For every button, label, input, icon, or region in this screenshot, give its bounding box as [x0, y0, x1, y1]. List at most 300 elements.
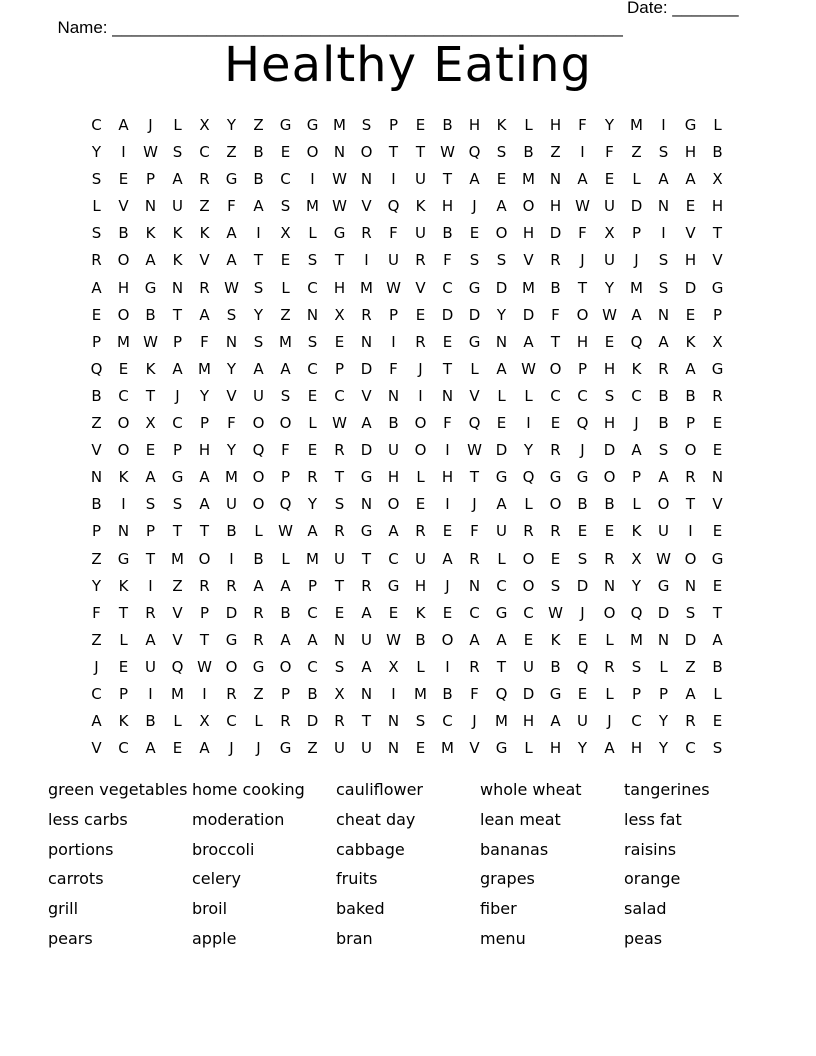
grid-letter: Q: [468, 414, 481, 433]
word-list-item: grapes: [480, 869, 535, 889]
grid-letter: Y: [307, 495, 318, 514]
grid-letter: K: [631, 359, 642, 378]
grid-letter: A: [145, 468, 156, 487]
grid-row: [83, 465, 731, 492]
grid-letter: S: [685, 603, 696, 622]
grid-letter: H: [522, 224, 535, 243]
grid-letter: B: [577, 495, 588, 514]
grid-letter: R: [415, 332, 426, 351]
grid-letter: S: [172, 495, 183, 514]
grid-letter: I: [526, 414, 531, 433]
grid-letter: E: [280, 143, 291, 162]
grid-letter: S: [496, 143, 507, 162]
grid-letter: A: [631, 305, 642, 324]
grid-letter: A: [712, 630, 723, 649]
grid-letter: G: [684, 116, 697, 134]
grid-letter: C: [523, 603, 534, 622]
grid-letter: G: [171, 468, 184, 487]
grid-letter: R: [469, 657, 480, 676]
grid-letter: G: [468, 278, 481, 297]
grid-letter: F: [551, 305, 560, 324]
grid-letter: N: [684, 576, 697, 595]
grid-letter: H: [684, 251, 697, 270]
grid-letter: L: [605, 630, 614, 649]
grid-letter: W: [467, 441, 482, 460]
grid-letter: M: [171, 549, 184, 568]
grid-letter: I: [661, 116, 666, 134]
grid-letter: Y: [577, 739, 588, 758]
grid-letter: R: [307, 468, 318, 487]
grid-letter: O: [522, 549, 535, 568]
grid-letter: N: [387, 739, 400, 758]
grid-letter: U: [253, 386, 264, 405]
grid-row: [83, 601, 731, 628]
grid-letter: P: [199, 414, 210, 433]
grid-letter: Q: [576, 657, 589, 676]
grid-letter: B: [253, 170, 264, 189]
grid-letter: L: [470, 359, 479, 378]
grid-letter: K: [199, 224, 210, 243]
grid-letter: P: [388, 305, 399, 324]
grid-letter: C: [172, 414, 183, 433]
grid-letter: W: [656, 549, 671, 568]
grid-letter: S: [280, 197, 291, 216]
grid-letter: U: [388, 441, 399, 460]
grid-letter: R: [685, 468, 696, 487]
grid-letter: F: [389, 224, 398, 243]
grid-letter: R: [550, 522, 561, 541]
grid-letter: S: [280, 386, 291, 405]
grid-letter: Y: [496, 305, 507, 324]
grid-letter: R: [145, 603, 156, 622]
grid-letter: E: [712, 414, 723, 433]
grid-letter: G: [711, 278, 724, 297]
grid-letter: L: [119, 630, 128, 649]
word-list-item: fruits: [336, 869, 378, 889]
grid-letter: A: [91, 278, 102, 297]
grid-letter: A: [469, 630, 480, 649]
grid-letter: R: [226, 684, 237, 703]
grid-letter: R: [226, 576, 237, 595]
grid-letter: J: [229, 739, 234, 758]
grid-letter: A: [199, 495, 210, 514]
grid-letter: S: [658, 251, 669, 270]
grid-letter: B: [226, 522, 237, 541]
grid-letter: H: [414, 576, 427, 595]
grid-letter: R: [604, 657, 615, 676]
grid-letter: E: [712, 576, 723, 595]
grid-letter: W: [548, 603, 563, 622]
grid-letter: N: [144, 197, 157, 216]
grid-letter: E: [388, 603, 399, 622]
grid-letter: E: [496, 170, 507, 189]
grid-letter: P: [685, 414, 696, 433]
grid-letter: Q: [279, 495, 292, 514]
grid-letter: N: [549, 170, 562, 189]
grid-letter: I: [580, 143, 585, 162]
grid-letter: A: [145, 251, 156, 270]
grid-letter: B: [658, 386, 669, 405]
grid-row: [83, 438, 731, 465]
grid-letter: A: [280, 630, 291, 649]
grid-letter: L: [524, 495, 533, 514]
grid-letter: I: [445, 657, 450, 676]
grid-letter: I: [688, 522, 693, 541]
grid-letter: X: [199, 116, 210, 134]
grid-letter: F: [578, 224, 587, 243]
grid-letter: T: [685, 495, 696, 514]
grid-letter: A: [199, 468, 210, 487]
grid-letter: V: [172, 603, 183, 622]
grid-letter: L: [254, 712, 263, 731]
grid-letter: E: [118, 359, 129, 378]
grid-letter: R: [685, 712, 696, 731]
grid-letter: V: [361, 386, 372, 405]
grid-letter: T: [388, 143, 399, 162]
grid-letter: A: [118, 116, 129, 134]
grid-letter: A: [685, 170, 696, 189]
grid-letter: A: [145, 739, 156, 758]
grid-row: [83, 709, 731, 736]
grid-letter: E: [145, 441, 156, 460]
grid-letter: Q: [387, 197, 400, 216]
grid-letter: B: [685, 386, 696, 405]
grid-letter: B: [550, 278, 561, 297]
grid-letter: G: [549, 684, 562, 703]
grid-letter: H: [441, 468, 454, 487]
grid-letter: X: [712, 170, 723, 189]
grid-letter: K: [415, 603, 426, 622]
grid-letter: I: [391, 332, 396, 351]
grid-letter: P: [91, 332, 102, 351]
grid-letter: R: [253, 630, 264, 649]
grid-letter: R: [361, 305, 372, 324]
grid-letter: T: [550, 332, 561, 351]
grid-letter: C: [631, 712, 642, 731]
grid-letter: C: [442, 278, 453, 297]
grid-letter: C: [91, 684, 102, 703]
grid-letter: E: [604, 332, 615, 351]
grid-letter: S: [172, 143, 183, 162]
word-list-item: bananas: [480, 839, 549, 859]
grid-letter: A: [658, 332, 669, 351]
grid-letter: R: [280, 712, 291, 731]
grid-letter: J: [580, 441, 585, 460]
grid-letter: L: [281, 549, 290, 568]
grid-letter: Y: [631, 576, 642, 595]
grid-letter: U: [334, 739, 345, 758]
word-list-item: fiber: [480, 899, 517, 919]
grid-letter: S: [712, 739, 723, 758]
grid-letter: J: [418, 359, 423, 378]
grid-letter: I: [202, 684, 207, 703]
grid-letter: B: [91, 495, 102, 514]
grid-letter: F: [443, 251, 452, 270]
grid-letter: V: [91, 441, 102, 460]
grid-letter: T: [145, 549, 156, 568]
word-list-item: carrots: [48, 869, 104, 889]
grid-letter: S: [91, 170, 102, 189]
grid-letter: S: [253, 332, 264, 351]
grid-letter: G: [144, 278, 157, 297]
grid-letter: L: [254, 522, 263, 541]
grid-letter: V: [712, 495, 723, 514]
grid-letter: N: [657, 630, 670, 649]
grid-letter: R: [361, 224, 372, 243]
grid-letter: L: [632, 170, 641, 189]
grid-letter: N: [360, 495, 373, 514]
grid-letter: L: [497, 549, 506, 568]
grid-letter: J: [472, 197, 477, 216]
grid-letter: B: [442, 116, 453, 134]
grid-letter: B: [307, 684, 318, 703]
grid-letter: P: [199, 603, 210, 622]
grid-letter: E: [334, 603, 345, 622]
grid-letter: M: [522, 170, 535, 189]
grid-letter: M: [630, 630, 643, 649]
grid-letter: S: [361, 116, 372, 134]
grid-letter: I: [121, 143, 126, 162]
grid-letter: J: [175, 386, 180, 405]
grid-letter: A: [280, 576, 291, 595]
grid-letter: L: [713, 116, 722, 134]
grid-letter: T: [334, 576, 345, 595]
grid-letter: S: [604, 386, 615, 405]
grid-letter: T: [199, 630, 210, 649]
grid-letter: Q: [252, 441, 265, 460]
grid-letter: D: [495, 441, 508, 460]
grid-letter: M: [306, 197, 319, 216]
grid-letter: U: [361, 739, 372, 758]
grid-letter: H: [468, 116, 481, 134]
grid-letter: G: [360, 522, 373, 541]
grid-letter: S: [226, 305, 237, 324]
grid-letter: X: [712, 332, 723, 351]
grid-letter: L: [308, 224, 317, 243]
grid-letter: N: [225, 332, 238, 351]
grid-letter: B: [253, 549, 264, 568]
grid-letter: M: [522, 278, 535, 297]
grid-letter: X: [334, 684, 345, 703]
grid-letter: S: [550, 576, 561, 595]
grid-letter: C: [226, 712, 237, 731]
grid-letter: X: [199, 712, 210, 731]
grid-letter: V: [712, 251, 723, 270]
grid-letter: E: [577, 522, 588, 541]
grid-letter: S: [415, 712, 426, 731]
grid-letter: W: [224, 278, 239, 297]
grid-letter: C: [118, 386, 129, 405]
grid-row: [83, 547, 731, 574]
grid-letter: S: [307, 251, 318, 270]
grid-letter: A: [469, 170, 480, 189]
grid-letter: S: [658, 278, 669, 297]
grid-letter: R: [712, 386, 723, 405]
grid-letter: U: [415, 549, 426, 568]
grid-letter: R: [550, 441, 561, 460]
grid-letter: B: [280, 603, 291, 622]
grid-letter: O: [441, 630, 454, 649]
grid-letter: H: [198, 441, 211, 460]
grid-letter: I: [121, 495, 126, 514]
grid-row: [83, 492, 731, 519]
grid-letter: N: [711, 468, 724, 487]
grid-letter: Z: [172, 576, 183, 595]
grid-letter: D: [360, 441, 373, 460]
grid-letter: P: [118, 684, 129, 703]
grid-letter: G: [468, 332, 481, 351]
grid-letter: H: [117, 278, 130, 297]
grid-letter: H: [333, 278, 346, 297]
grid-letter: X: [631, 549, 642, 568]
grid-letter: R: [658, 359, 669, 378]
grid-letter: B: [415, 630, 426, 649]
grid-letter: H: [684, 143, 697, 162]
grid-letter: G: [225, 170, 238, 189]
grid-letter: P: [334, 359, 345, 378]
word-list-item: grill: [48, 899, 79, 919]
grid-letter: W: [386, 278, 401, 297]
grid-letter: K: [118, 712, 129, 731]
grid-letter: M: [414, 684, 427, 703]
grid-letter: Z: [307, 739, 318, 758]
grid-letter: B: [442, 224, 453, 243]
grid-letter: I: [418, 386, 423, 405]
grid-letter: P: [172, 441, 183, 460]
grid-row: [83, 384, 731, 411]
word-list-item: celery: [192, 869, 241, 889]
grid-letter: A: [550, 712, 561, 731]
grid-letter: E: [172, 739, 183, 758]
grid-letter: Y: [658, 712, 669, 731]
grid-letter: R: [253, 603, 264, 622]
grid-letter: N: [441, 386, 454, 405]
grid-letter: A: [631, 441, 642, 460]
grid-letter: M: [360, 278, 373, 297]
grid-letter: D: [306, 712, 319, 731]
word-list-item: green vegetables: [48, 780, 188, 799]
grid-letter: W: [386, 630, 401, 649]
date-field-label[interactable]: Date: _______: [627, 0, 739, 17]
grid-letter: U: [361, 630, 372, 649]
grid-letter: O: [522, 576, 535, 595]
grid-row: [83, 140, 731, 167]
grid-letter: D: [360, 359, 373, 378]
grid-letter: T: [442, 359, 453, 378]
grid-letter: A: [496, 359, 507, 378]
grid-letter: N: [360, 170, 373, 189]
grid-letter: T: [442, 170, 453, 189]
grid-letter: L: [92, 197, 101, 216]
grid-letter: K: [550, 630, 561, 649]
grid-letter: Z: [226, 143, 237, 162]
grid-letter: U: [145, 657, 156, 676]
grid-letter: K: [172, 224, 183, 243]
grid-letter: V: [685, 224, 696, 243]
grid-letter: G: [495, 603, 508, 622]
grid-letter: L: [416, 468, 425, 487]
grid-letter: S: [631, 657, 642, 676]
grid-letter: O: [252, 468, 265, 487]
grid-letter: O: [657, 495, 670, 514]
grid-letter: V: [118, 197, 129, 216]
grid-letter: E: [415, 739, 426, 758]
grid-letter: A: [442, 549, 453, 568]
grid-letter: W: [143, 143, 158, 162]
grid-letter: O: [117, 251, 130, 270]
name-field-label[interactable]: Name: ______________________________________________________: [57, 18, 623, 37]
grid-letter: W: [521, 359, 536, 378]
grid-letter: E: [712, 441, 723, 460]
grid-letter: T: [496, 657, 507, 676]
grid-letter: Q: [468, 143, 481, 162]
word-list-item: portions: [48, 839, 114, 859]
grid-letter: A: [172, 359, 183, 378]
grid-letter: G: [576, 468, 589, 487]
grid-letter: C: [307, 359, 318, 378]
grid-letter: W: [278, 522, 293, 541]
grid-letter: G: [495, 468, 508, 487]
grid-letter: N: [657, 197, 670, 216]
grid-letter: M: [225, 468, 238, 487]
grid-letter: E: [604, 522, 615, 541]
grid-letter: B: [523, 143, 534, 162]
grid-row: [83, 357, 731, 384]
grid-letter: C: [442, 712, 453, 731]
grid-letter: H: [549, 197, 562, 216]
grid-letter: D: [522, 684, 535, 703]
grid-letter: U: [496, 522, 507, 541]
grid-letter: V: [199, 251, 210, 270]
grid-letter: B: [550, 657, 561, 676]
grid-letter: Q: [522, 468, 535, 487]
grid-letter: Z: [685, 657, 696, 676]
word-list-item: tangerines: [624, 780, 710, 799]
grid-letter: P: [388, 116, 399, 134]
grid-letter: A: [523, 332, 534, 351]
grid-letter: L: [713, 684, 722, 703]
grid-letter: C: [280, 170, 291, 189]
grid-letter: O: [603, 603, 616, 622]
grid-letter: D: [495, 278, 508, 297]
word-list-item: less fat: [624, 809, 682, 829]
grid-letter: U: [523, 657, 534, 676]
grid-letter: M: [495, 712, 508, 731]
grid-letter: N: [90, 468, 103, 487]
grid-letter: V: [172, 630, 183, 649]
grid-letter: Y: [253, 305, 264, 324]
grid-row: [83, 167, 731, 194]
grid-letter: G: [306, 116, 319, 134]
grid-letter: H: [603, 359, 616, 378]
grid-letter: D: [657, 603, 670, 622]
grid-letter: F: [578, 116, 587, 134]
grid-letter: S: [145, 495, 156, 514]
grid-letter: G: [711, 359, 724, 378]
grid-letter: T: [712, 603, 723, 622]
grid-letter: A: [496, 495, 507, 514]
grid-letter: A: [388, 522, 399, 541]
grid-letter: O: [252, 495, 265, 514]
grid-letter: Q: [495, 684, 508, 703]
word-list-item: lean meat: [480, 809, 561, 829]
grid-letter: N: [333, 143, 346, 162]
grid-letter: W: [332, 197, 347, 216]
grid-letter: E: [550, 549, 561, 568]
grid-letter: D: [468, 305, 481, 324]
grid-letter: H: [603, 414, 616, 433]
grid-letter: D: [441, 305, 454, 324]
